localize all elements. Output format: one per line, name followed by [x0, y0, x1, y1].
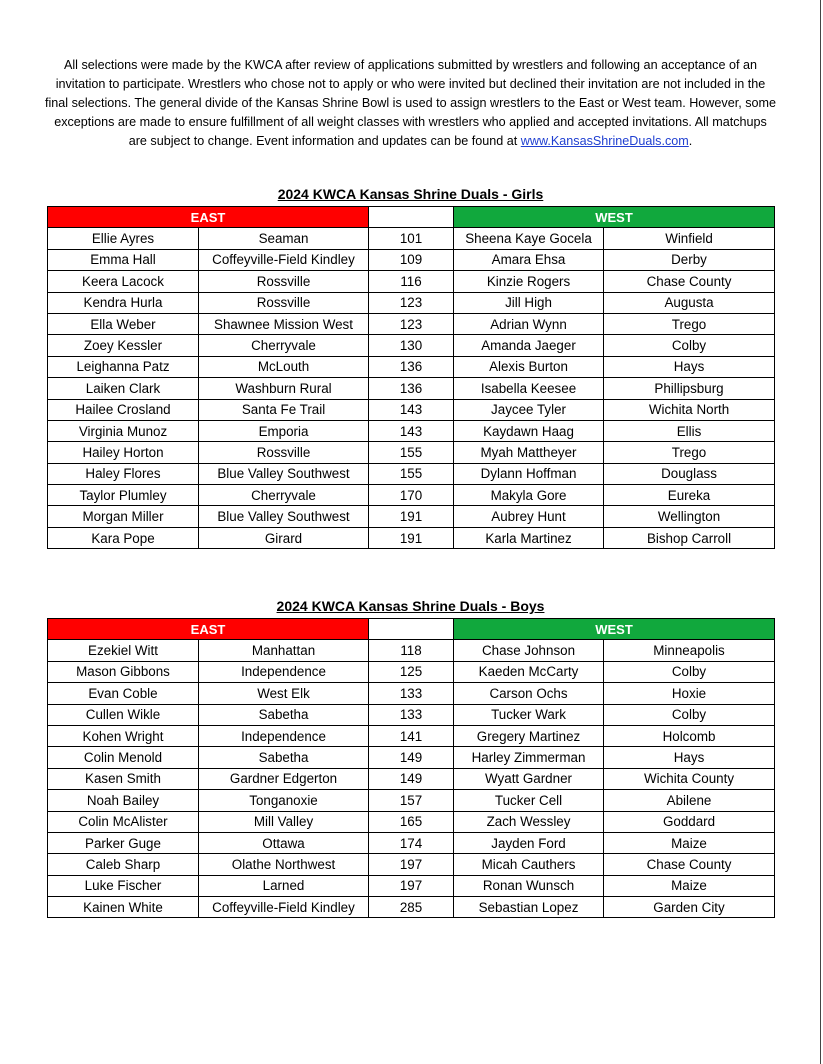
- east-school: Larned: [199, 875, 369, 896]
- east-wrestler: Hailee Crosland: [48, 399, 199, 420]
- boys-matchup-row: [48, 661, 775, 682]
- west-wrestler: Adrian Wynn: [454, 313, 604, 334]
- east-school: Washburn Rural: [199, 378, 369, 399]
- east-school: Olathe Northwest: [199, 854, 369, 875]
- weight-class: 157: [369, 790, 454, 811]
- west-wrestler: Myah Mattheyer: [454, 442, 604, 463]
- east-wrestler: Kasen Smith: [48, 768, 199, 789]
- east-school: Blue Valley Southwest: [199, 506, 369, 527]
- west-school: Douglass: [604, 463, 775, 484]
- west-wrestler: Wyatt Gardner: [454, 768, 604, 789]
- boys-matchup-row: [48, 854, 775, 875]
- girls-matchup-row: [48, 463, 775, 484]
- weight-class: 125: [369, 661, 454, 682]
- east-wrestler: Ellie Ayres: [48, 228, 199, 249]
- girls-west-header: WEST: [454, 207, 775, 228]
- weight-class: 197: [369, 854, 454, 875]
- intro-end: .: [688, 134, 693, 148]
- east-school: Cherryvale: [199, 485, 369, 506]
- east-school: Santa Fe Trail: [199, 399, 369, 420]
- weight-class: 165: [369, 811, 454, 832]
- west-wrestler: Gregery Martinez: [454, 725, 604, 746]
- west-wrestler: Aubrey Hunt: [454, 506, 604, 527]
- east-wrestler: Colin Menold: [48, 747, 199, 768]
- west-wrestler: Harley Zimmerman: [454, 747, 604, 768]
- east-wrestler: Haley Flores: [48, 463, 199, 484]
- east-school: Seaman: [199, 228, 369, 249]
- girls-matchups-table: [47, 206, 775, 549]
- east-wrestler: Ezekiel Witt: [48, 640, 199, 661]
- east-wrestler: Noah Bailey: [48, 790, 199, 811]
- west-wrestler: Sebastian Lopez: [454, 897, 604, 918]
- west-school: Wellington: [604, 506, 775, 527]
- west-school: Colby: [604, 704, 775, 725]
- east-school: Girard: [199, 527, 369, 548]
- west-wrestler: Ronan Wunsch: [454, 875, 604, 896]
- weight-class: 116: [369, 271, 454, 292]
- page-edge-divider: [820, 0, 821, 1064]
- weight-class: 285: [369, 897, 454, 918]
- girls-matchup-row: [48, 292, 775, 313]
- intro-text: All selections were made by the KWCA after review of applications submitted by wrestlers and following an acceptance of an invitation to participate. Wrestlers who chose not to apply or who were invited but declined their invitation are not included in the final selections. The general divide of the Kansas Shrine Bowl is used to assign wrestlers to the East or West team. However, some exceptions are made to ensure fulfillment of all weight classes with wrestlers who applied and accepted invitations. All matchups are subject to change. Event information and updates can be found at: [44, 58, 777, 148]
- east-wrestler: Virginia Munoz: [48, 420, 199, 441]
- weight-class: 149: [369, 768, 454, 789]
- east-wrestler: Colin McAlister: [48, 811, 199, 832]
- weight-class: 155: [369, 463, 454, 484]
- east-school: Cherryvale: [199, 335, 369, 356]
- girls-east-header: EAST: [48, 207, 369, 228]
- boys-west-header: WEST: [454, 619, 775, 640]
- west-wrestler: Zach Wessley: [454, 811, 604, 832]
- west-wrestler: Chase Johnson: [454, 640, 604, 661]
- west-wrestler: Dylann Hoffman: [454, 463, 604, 484]
- east-school: Mill Valley: [199, 811, 369, 832]
- west-wrestler: Alexis Burton: [454, 356, 604, 377]
- east-wrestler: Kainen White: [48, 897, 199, 918]
- east-wrestler: Kohen Wright: [48, 725, 199, 746]
- boys-matchup-row: [48, 747, 775, 768]
- east-school: Manhattan: [199, 640, 369, 661]
- boys-matchup-row: [48, 875, 775, 896]
- girls-matchup-row: [48, 527, 775, 548]
- boys-header-row: [48, 619, 775, 640]
- weight-class: 149: [369, 747, 454, 768]
- west-school: Eureka: [604, 485, 775, 506]
- west-school: Wichita North: [604, 399, 775, 420]
- west-wrestler: Kaeden McCarty: [454, 661, 604, 682]
- weight-class: 118: [369, 640, 454, 661]
- west-school: Trego: [604, 442, 775, 463]
- west-wrestler: Karla Martinez: [454, 527, 604, 548]
- weight-class: 133: [369, 704, 454, 725]
- girls-matchup-row: [48, 378, 775, 399]
- east-school: Sabetha: [199, 747, 369, 768]
- weight-class: 130: [369, 335, 454, 356]
- west-wrestler: Amanda Jaeger: [454, 335, 604, 356]
- girls-section-title: 2024 KWCA Kansas Shrine Duals - Girls: [277, 186, 544, 202]
- west-school: Chase County: [604, 271, 775, 292]
- west-school: Phillipsburg: [604, 378, 775, 399]
- weight-class: 136: [369, 356, 454, 377]
- east-wrestler: Hailey Horton: [48, 442, 199, 463]
- west-school: Bishop Carroll: [604, 527, 775, 548]
- west-school: Maize: [604, 832, 775, 853]
- weight-class: 191: [369, 527, 454, 548]
- west-wrestler: Sheena Kaye Gocela: [454, 228, 604, 249]
- west-wrestler: Jaycee Tyler: [454, 399, 604, 420]
- boys-matchup-row: [48, 725, 775, 746]
- west-school: Maize: [604, 875, 775, 896]
- west-school: Chase County: [604, 854, 775, 875]
- east-wrestler: Caleb Sharp: [48, 854, 199, 875]
- east-school: Rossville: [199, 442, 369, 463]
- west-school: Derby: [604, 249, 775, 270]
- west-school: Colby: [604, 661, 775, 682]
- girls-matchup-row: [48, 356, 775, 377]
- weight-class: 191: [369, 506, 454, 527]
- weight-class: 174: [369, 832, 454, 853]
- weight-class: 197: [369, 875, 454, 896]
- east-school: Gardner Edgerton: [199, 768, 369, 789]
- boys-weight-header: [369, 619, 454, 640]
- girls-matchup-row: [48, 506, 775, 527]
- boys-matchup-row: [48, 897, 775, 918]
- west-school: Winfield: [604, 228, 775, 249]
- east-school: Independence: [199, 725, 369, 746]
- boys-matchup-row: [48, 832, 775, 853]
- east-school: McLouth: [199, 356, 369, 377]
- east-wrestler: Morgan Miller: [48, 506, 199, 527]
- west-wrestler: Makyla Gore: [454, 485, 604, 506]
- girls-header-row: [48, 207, 775, 228]
- west-school: Wichita County: [604, 768, 775, 789]
- east-wrestler: Parker Guge: [48, 832, 199, 853]
- west-school: Hoxie: [604, 683, 775, 704]
- west-wrestler: Tucker Wark: [454, 704, 604, 725]
- east-school: Independence: [199, 661, 369, 682]
- east-school: Coffeyville-Field Kindley: [199, 897, 369, 918]
- boys-matchup-row: [48, 640, 775, 661]
- girls-matchup-row: [48, 271, 775, 292]
- girls-matchup-row: [48, 420, 775, 441]
- west-wrestler: Micah Cauthers: [454, 854, 604, 875]
- west-wrestler: Amara Ehsa: [454, 249, 604, 270]
- west-school: Minneapolis: [604, 640, 775, 661]
- weight-class: 143: [369, 399, 454, 420]
- west-school: Trego: [604, 313, 775, 334]
- west-school: Augusta: [604, 292, 775, 313]
- west-wrestler: Tucker Cell: [454, 790, 604, 811]
- east-school: Emporia: [199, 420, 369, 441]
- girls-matchup-row: [48, 249, 775, 270]
- girls-matchup-row: [48, 335, 775, 356]
- west-school: Hays: [604, 356, 775, 377]
- east-school: Rossville: [199, 271, 369, 292]
- east-wrestler: Keera Lacock: [48, 271, 199, 292]
- east-wrestler: Kara Pope: [48, 527, 199, 548]
- intro-paragraph: [44, 56, 777, 151]
- weight-class: 141: [369, 725, 454, 746]
- east-wrestler: Luke Fischer: [48, 875, 199, 896]
- west-school: Hays: [604, 747, 775, 768]
- east-school: Coffeyville-Field Kindley: [199, 249, 369, 270]
- girls-matchup-row: [48, 442, 775, 463]
- boys-matchup-row: [48, 790, 775, 811]
- west-school: Colby: [604, 335, 775, 356]
- girls-weight-header: [369, 207, 454, 228]
- boys-matchup-row: [48, 683, 775, 704]
- weight-class: 170: [369, 485, 454, 506]
- girls-matchup-row: [48, 228, 775, 249]
- boys-matchup-row: [48, 768, 775, 789]
- boys-matchup-row: [48, 704, 775, 725]
- weight-class: 155: [369, 442, 454, 463]
- east-wrestler: Taylor Plumley: [48, 485, 199, 506]
- east-wrestler: Leighanna Patz: [48, 356, 199, 377]
- east-wrestler: Ella Weber: [48, 313, 199, 334]
- west-wrestler: Kinzie Rogers: [454, 271, 604, 292]
- event-website-link[interactable]: www.KansasShrineDuals.com: [520, 134, 689, 148]
- west-wrestler: Kaydawn Haag: [454, 420, 604, 441]
- east-wrestler: Evan Coble: [48, 683, 199, 704]
- west-school: Goddard: [604, 811, 775, 832]
- east-school: Blue Valley Southwest: [199, 463, 369, 484]
- east-wrestler: Mason Gibbons: [48, 661, 199, 682]
- west-wrestler: Carson Ochs: [454, 683, 604, 704]
- weight-class: 101: [369, 228, 454, 249]
- west-school: Abilene: [604, 790, 775, 811]
- girls-matchup-row: [48, 313, 775, 334]
- west-wrestler: Jayden Ford: [454, 832, 604, 853]
- east-wrestler: Cullen Wikle: [48, 704, 199, 725]
- west-school: Holcomb: [604, 725, 775, 746]
- east-school: Rossville: [199, 292, 369, 313]
- east-wrestler: Kendra Hurla: [48, 292, 199, 313]
- west-wrestler: Isabella Keesee: [454, 378, 604, 399]
- east-school: Ottawa: [199, 832, 369, 853]
- west-wrestler: Jill High: [454, 292, 604, 313]
- east-school: Tonganoxie: [199, 790, 369, 811]
- weight-class: 136: [369, 378, 454, 399]
- boys-east-header: EAST: [48, 619, 369, 640]
- west-school: Garden City: [604, 897, 775, 918]
- east-school: Shawnee Mission West: [199, 313, 369, 334]
- weight-class: 109: [369, 249, 454, 270]
- girls-matchup-row: [48, 485, 775, 506]
- east-wrestler: Laiken Clark: [48, 378, 199, 399]
- boys-matchup-row: [48, 811, 775, 832]
- boys-section-title: 2024 KWCA Kansas Shrine Duals - Boys: [276, 598, 545, 614]
- boys-matchups-table: [47, 618, 775, 918]
- west-school: Ellis: [604, 420, 775, 441]
- weight-class: 133: [369, 683, 454, 704]
- east-school: West Elk: [199, 683, 369, 704]
- weight-class: 123: [369, 292, 454, 313]
- weight-class: 123: [369, 313, 454, 334]
- east-wrestler: Emma Hall: [48, 249, 199, 270]
- east-wrestler: Zoey Kessler: [48, 335, 199, 356]
- weight-class: 143: [369, 420, 454, 441]
- girls-matchup-row: [48, 399, 775, 420]
- east-school: Sabetha: [199, 704, 369, 725]
